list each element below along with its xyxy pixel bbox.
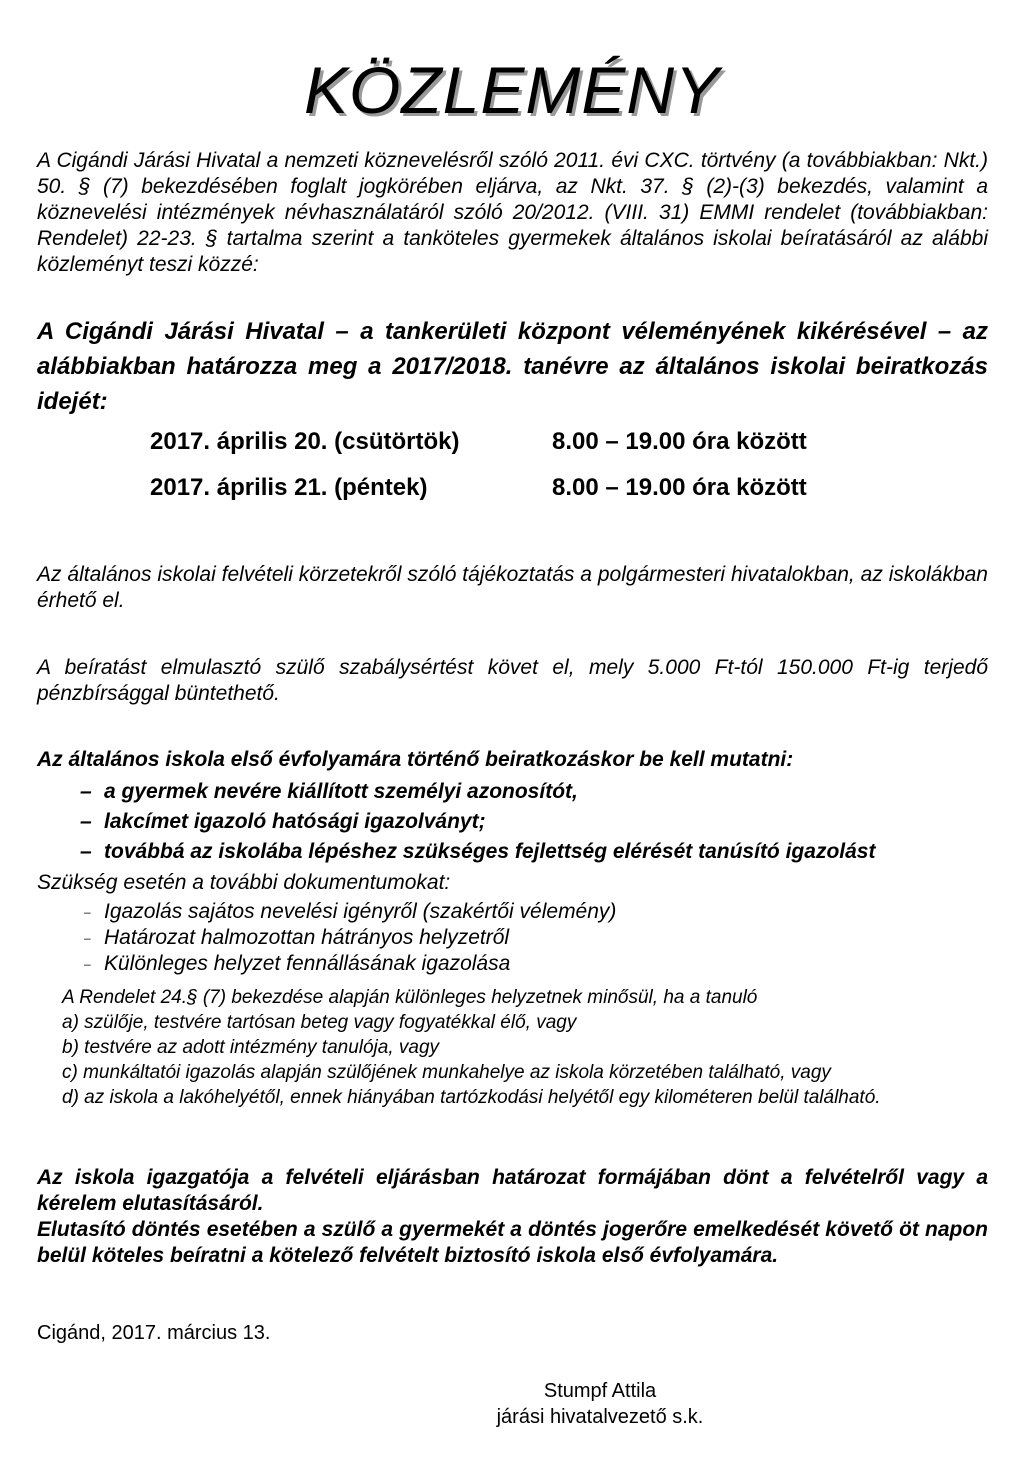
dash-bullet: – [80,810,92,833]
place-date: Cigánd, 2017. március 13. [37,1322,271,1344]
special-rule-line: b) testvére az adott intézmény tanulója, vagy [62,1037,440,1058]
optional-doc-item [84,900,616,924]
dash-bullet: – [84,957,91,971]
intro-paragraph: A Cigándi Járási Hivatal a nemzeti köznevelésről szóló 2011. évi CXC. törtvény (a továbbiakban: Nkt.) 50. § (7) bekezdésében foglalt jogkörében eljárva, az Nkt. 37. § (2)-(3) bekezdés, valamint a köznevelési intézmények névhasználatáról szóló 20/2012. (VIII. 31) EMMI rendelet (továbbiakban: Rendelet) 22-23. § tartalma szerint a tanköteles gyermekek általános iskolai beíratásáról az alábbi közleményt teszi közzé: [37,149,988,276]
optional-doc-text: Igazolás sajátos nevelési igényről (szakértői vélemény) [104,900,617,923]
enrollment-time: 8.00 – 19.00 óra között [552,428,807,455]
enrollment-day: 2017. április 20. (csütörtök) [150,428,460,455]
special-rule-line: d) az iskola a lakóhelyétől, ennek hiányában tartózkodási helyétől egy kilométeren belül található. [62,1087,881,1108]
dash-bullet: – [84,931,91,945]
dash-bullet: – [80,840,92,863]
dash-bullet: – [84,905,91,919]
requirement-text: lakcímet igazoló hatósági igazolványt; [104,810,486,833]
signature-name: Stumpf Attila [543,1380,657,1402]
decision-text: Az iskola igazgatója a felvételi eljárásban határozat formájában dönt a felvételről vagy a kérelem elutasításáról. [37,1166,988,1215]
enrollment-time: 8.00 – 19.00 óra között [552,474,807,501]
document-title: KÖZLEMÉNY [303,53,721,127]
requirement-item [80,840,875,864]
optional-doc-text: Különleges helyzet fennállásának igazolása [104,952,511,975]
optional-doc-item [84,952,510,976]
optional-doc-item [84,926,509,950]
enrollment-day: 2017. április 21. (péntek) [150,474,428,501]
special-rule-line: a) szülője, testvére tartósan beteg vagy fogyatékkal élő, vagy [62,1012,577,1033]
optional-doc-text: Határozat halmozottan hátrányos helyzetről [104,926,510,949]
optional-docs-heading: Szükség esetén a további dokumentumokat: [37,871,451,894]
signature-title: járási hivatalvezető s.k. [496,1406,704,1428]
enrollment-lead-paragraph: A Cigándi Járási Hivatal – a tankerületi központ véleményének kikérésével – az alábbiakban határozza meg a 2017/2018. tanévre az általános iskolai beiratkozás idejét: [37,318,988,415]
requirement-item [80,810,486,834]
requirement-text: a gyermek nevére kiállított személyi azonosítót, [104,780,578,803]
decision-paragraph [37,1165,988,1269]
districts-info-paragraph: Az általános iskolai felvételi körzetekről szóló tájékoztatás a polgármesteri hivatalokban, az iskolákban érhető el. [37,563,988,612]
dash-bullet: – [80,780,92,803]
special-rule-line: A Rendelet 24.§ (7) bekezdése alapján különleges helyzetnek minősül, ha a tanuló [62,987,758,1008]
requirements-heading: Az általános iskola első évfolyamára történő beiratkozáskor be kell mutatni: [37,748,794,771]
appeal-text: Elutasító döntés esetében a szülő a gyermekét a döntés jogerőre emelkedését követő öt napon belül köteles beíratni a kötelező felvételt biztosító iskola első évfolyamára. [37,1218,988,1267]
requirement-item [80,780,578,804]
special-rule-line: c) munkáltatói igazolás alapján szülőjének munkahelye az iskola körzetében található, vagy [62,1062,831,1083]
requirement-text: továbbá az iskolába lépéshez szükséges fejlettség elérését tanúsító igazolást [104,840,876,863]
penalty-info-paragraph: A beíratást elmulasztó szülő szabálysértést követ el, mely 5.000 Ft-tól 150.000 Ft-ig terjedő pénzbírsággal büntethető. [37,656,988,705]
